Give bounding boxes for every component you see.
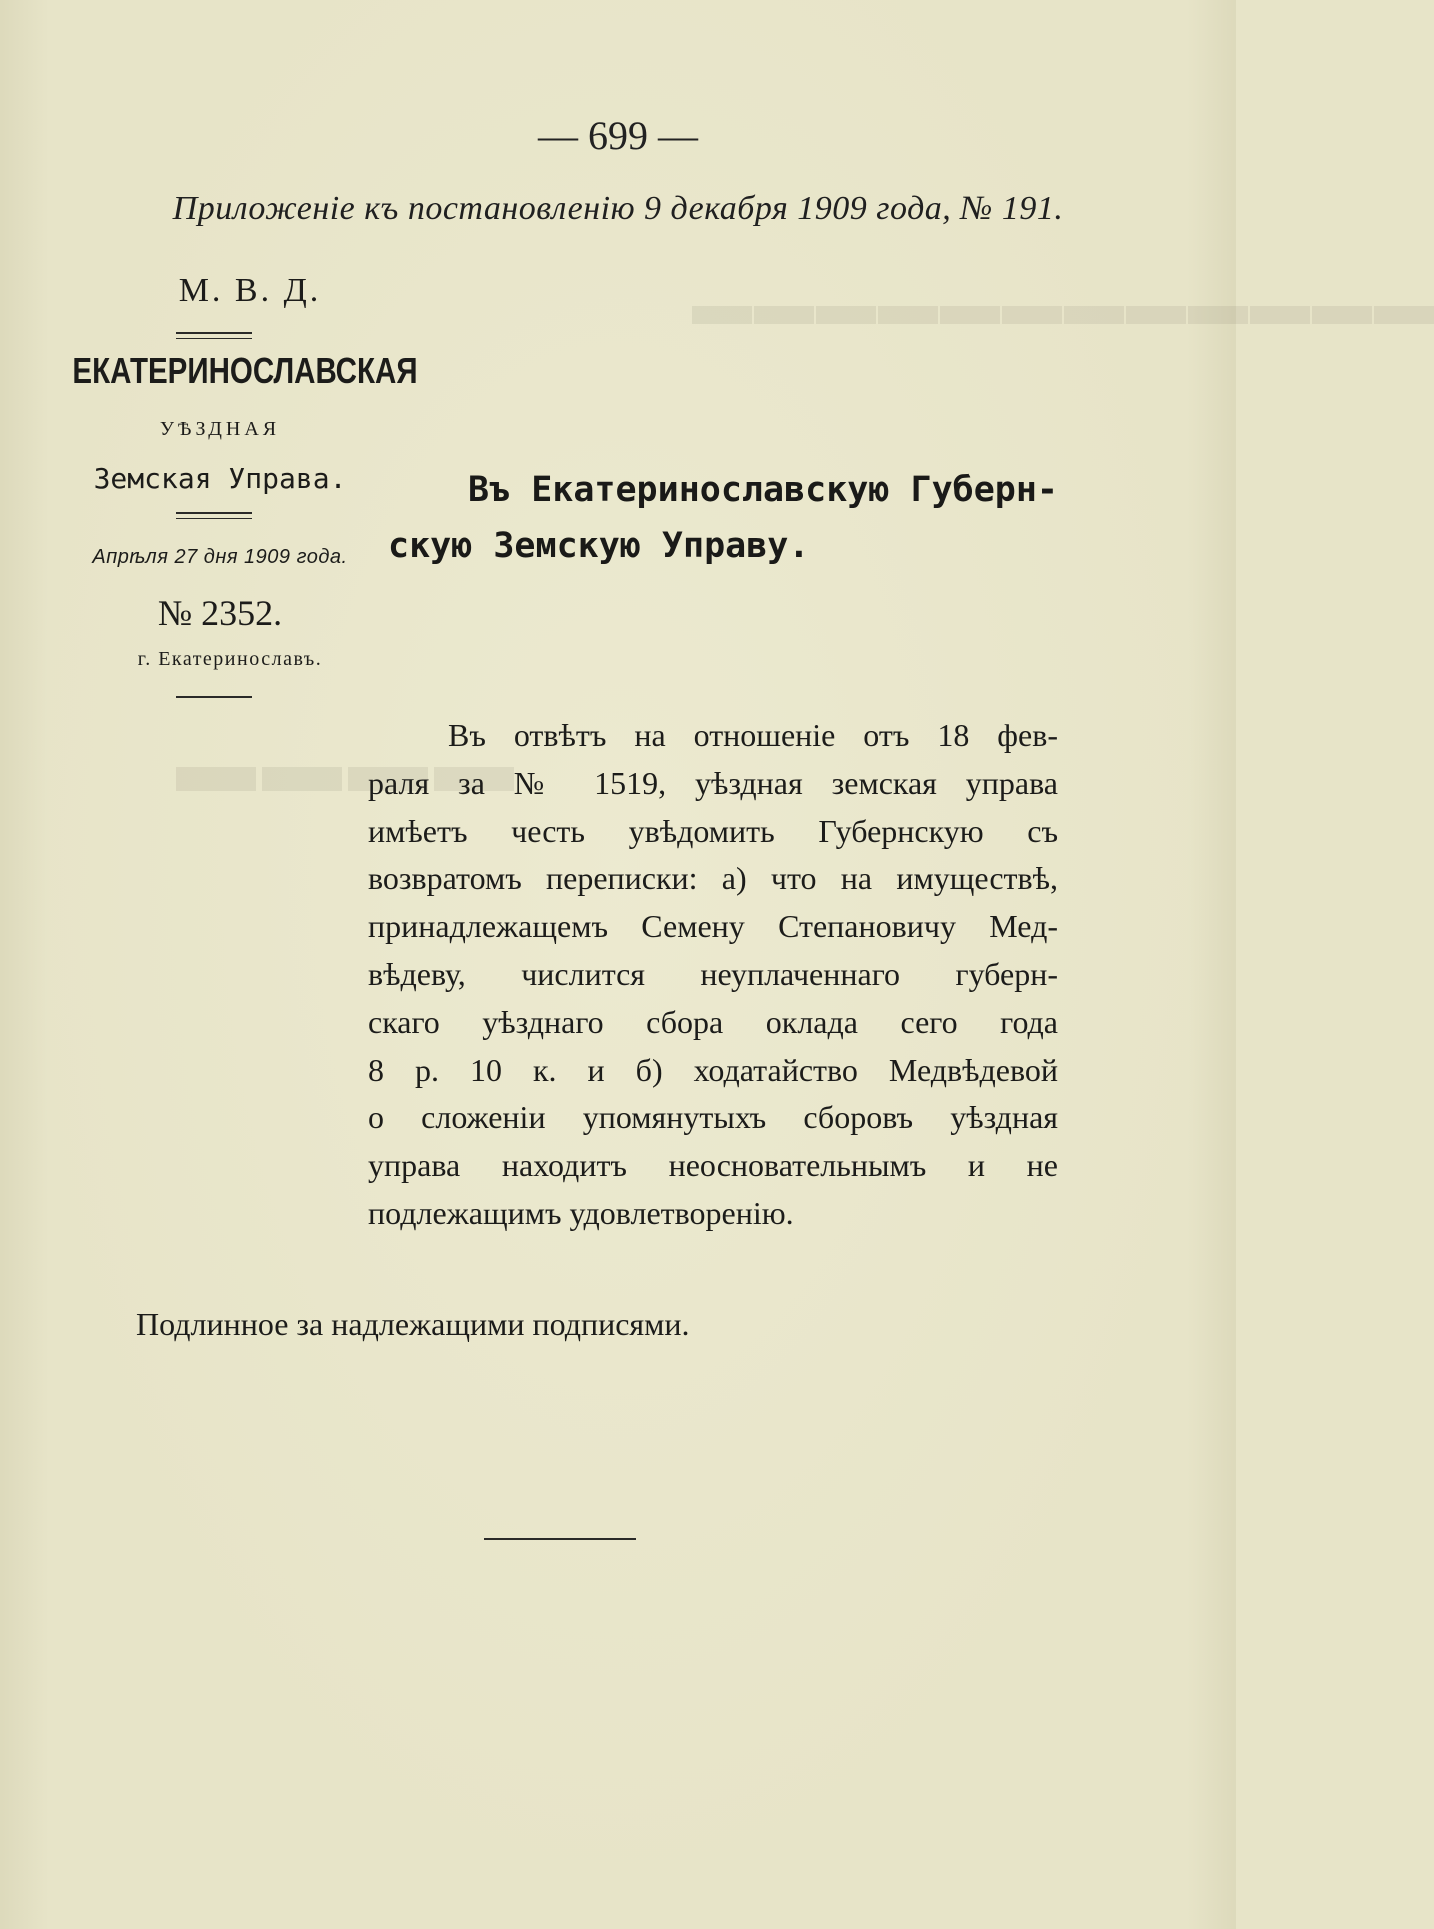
divider [176, 512, 252, 514]
page-number: — 699 — [538, 113, 698, 158]
body-line: о сложеніи упомянутыхъ сборовъ уѣздная [368, 1099, 1058, 1136]
letter-body [368, 712, 1058, 1238]
sender-name: ЕКАТЕРИНОСЛАВСКАЯ [72, 350, 418, 391]
addressee-line: Въ Екатеринославскую Губерн- [467, 470, 1058, 510]
ministry-label: М. В. Д. [178, 272, 322, 309]
body-line: 8 р. 10 к. и б) ходатайство Медвѣдевой [368, 1051, 1058, 1088]
letter-date: Апрѣля 27 дня 1909 года. [92, 546, 348, 568]
bleed-through-mark: ▬▬▬▬ [170, 721, 514, 809]
bleed-through-mark: ▬▬▬▬▬▬▬▬▬▬▬▬ [690, 271, 1434, 337]
body-line: управа находитъ неосновательнымъ и не [368, 1147, 1058, 1184]
divider [176, 338, 252, 339]
end-divider [484, 1538, 636, 1540]
letter-number: № 2352. [157, 593, 283, 633]
divider [176, 696, 252, 698]
body-line: Въ отвѣтъ на отношеніе отъ 18 фев- [448, 717, 1058, 753]
signature-note: Подлинное за надлежащими подписями. [136, 1306, 690, 1342]
body-line: принадлежащемъ Семену Степановичу Мед- [368, 908, 1058, 945]
divider [176, 332, 252, 334]
body-line: подлежащимъ удовлетворенію. [368, 1194, 794, 1231]
body-line: имѣетъ честь увѣдомить Губернскую съ [368, 812, 1058, 849]
body-line: вѣдеву, числится неуплаченнаго губерн- [368, 955, 1058, 992]
letter-city: г. Екатеринославъ. [137, 648, 323, 670]
addressee [372, 462, 1072, 574]
body-line: скаго уѣзднаго сбора оклада сего года [368, 1003, 1058, 1040]
sender-subtitle: УѢЗДНАЯ [159, 418, 281, 440]
appendix-heading: Приложеніе къ постановленію 9 декабря 1909 года, № 191. [172, 190, 1064, 227]
divider [176, 518, 252, 519]
body-line: возвратомъ переписки: а) что на имуществѣ, [368, 860, 1058, 897]
body-line: раля за № 1519, уѣздная земская управа [368, 764, 1058, 801]
addressee-line: скую Земскую Управу. [388, 526, 810, 566]
sender-body: Земская Управа. [93, 462, 347, 495]
